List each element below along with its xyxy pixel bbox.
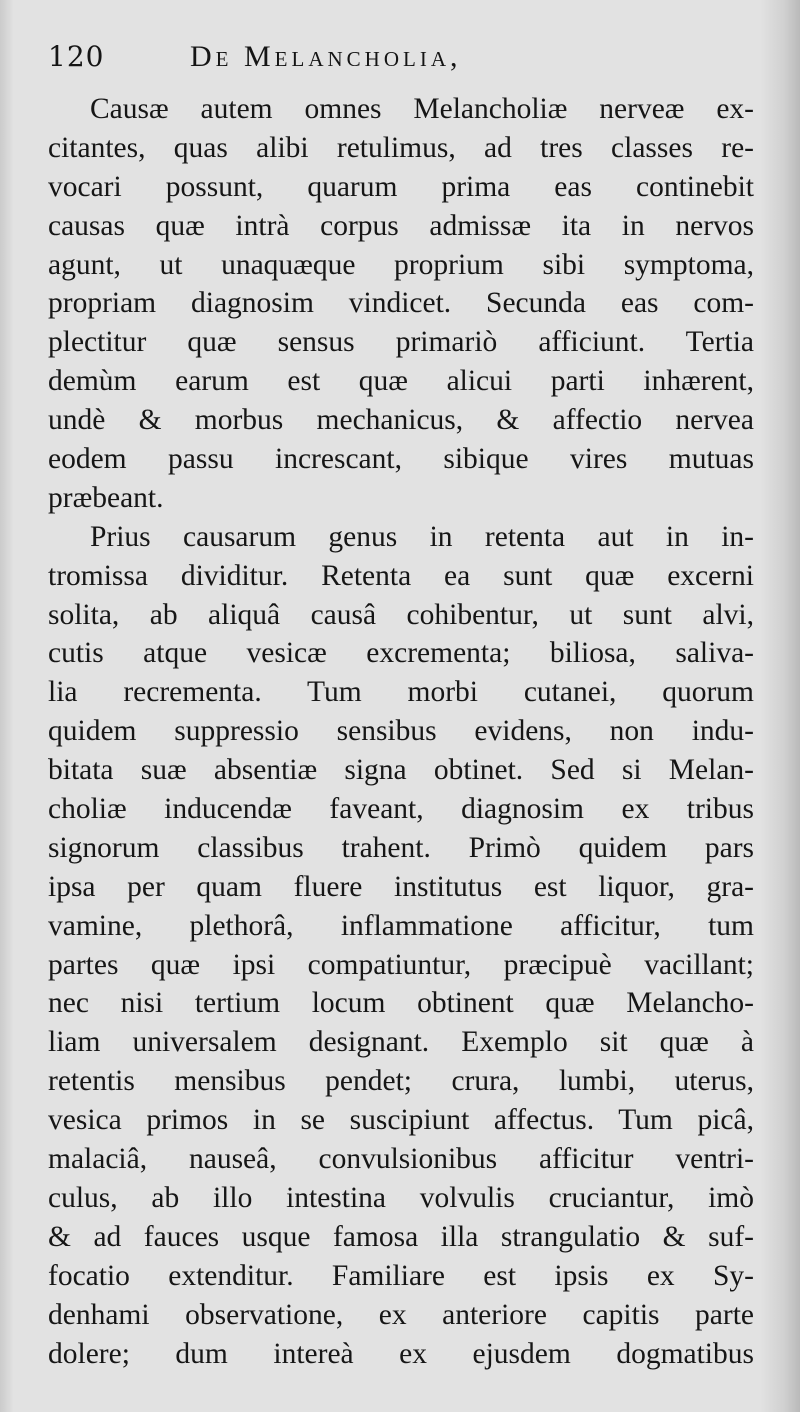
- text-line: vesica primos in se suscipiunt affectus. Tum picâ,: [48, 1104, 754, 1137]
- page-number: 120: [48, 40, 105, 73]
- paragraph-2: [48, 518, 754, 1374]
- text-line: solita, ab aliquâ causâ cohibentur, ut sunt alvi,: [48, 598, 754, 631]
- text-line: agunt, ut unaquæque proprium sibi symptoma,: [48, 248, 754, 281]
- text-line: cutis atque vesicæ excrementa; biliosa, saliva-: [48, 637, 754, 670]
- text-line: denhami observatione, ex anteriore capitis parte: [48, 1298, 754, 1331]
- text-line: & ad fauces usque famosa illa strangulatio & suf-: [48, 1220, 754, 1253]
- text-line: bitata suæ absentiæ signa obtinet. Sed si Melan-: [48, 754, 754, 787]
- page-gutter-shadow: [0, 0, 14, 1412]
- text-line: lia recrementa. Tum morbi cutanei, quorum: [48, 676, 754, 709]
- text-line: propriam diagnosim vindicet. Secunda eas com-: [48, 287, 754, 320]
- text-line: eodem passu increscant, sibique vires mutuas: [48, 443, 754, 476]
- text-line: Prius causarum genus in retenta aut in in-: [90, 520, 754, 553]
- text-line: plectitur quæ sensus primariò afficiunt. Tertia: [48, 326, 754, 359]
- text-line: undè & morbus mechanicus, & affectio nervea: [48, 404, 754, 437]
- text-line: causas quæ intrà corpus admissæ ita in nervos: [48, 209, 754, 242]
- text-line: citantes, quas alibi retulimus, ad tres classes re-: [48, 131, 754, 164]
- text-line: liam universalem designant. Exemplo sit quæ à: [48, 1026, 754, 1059]
- paragraph-1: [48, 90, 754, 518]
- text-line: vocari possunt, quarum prima eas continebit: [48, 170, 754, 203]
- text-line: quidem suppressio sensibus evidens, non indu-: [48, 715, 754, 748]
- text-line: Causæ autem omnes Melancholiæ nerveæ ex-: [90, 93, 754, 125]
- text-line: retentis mensibus pendet; crura, lumbi, uterus,: [48, 1065, 754, 1098]
- text-line: nec nisi tertium locum obtinent quæ Melancho-: [48, 987, 754, 1020]
- page-edge-shadow: [760, 0, 800, 1412]
- running-header: [48, 38, 768, 88]
- text-line: tromissa dividitur. Retenta ea sunt quæ excerni: [48, 559, 754, 592]
- body-text: [48, 90, 754, 1373]
- text-line: choliæ inducendæ faveant, diagnosim ex tribus: [48, 793, 754, 826]
- text-line: demùm earum est quæ alicui parti inhærent,: [48, 365, 754, 398]
- running-title: De Melancholia,: [190, 40, 462, 73]
- text-line: culus, ab illo intestina volvulis cruciantur, imò: [48, 1181, 754, 1214]
- text-line: præbeant.: [48, 481, 164, 514]
- text-line: vamine, plethorâ, inflammatione afficitur, tum: [48, 909, 754, 942]
- text-line: ipsa per quam fluere institutus est liquor, gra-: [48, 870, 754, 903]
- text-line: partes quæ ipsi compatiuntur, præcipuè vacillant;: [48, 948, 754, 981]
- text-line: focatio extenditur. Familiare est ipsis ex Sy-: [48, 1259, 754, 1292]
- text-line: malaciâ, nauseâ, convulsionibus afficitur ventri-: [48, 1143, 754, 1176]
- text-line: signorum classibus trahent. Primò quidem pars: [48, 831, 754, 864]
- text-line: dolere; dum intereà ex ejusdem dogmatibus: [48, 1337, 754, 1370]
